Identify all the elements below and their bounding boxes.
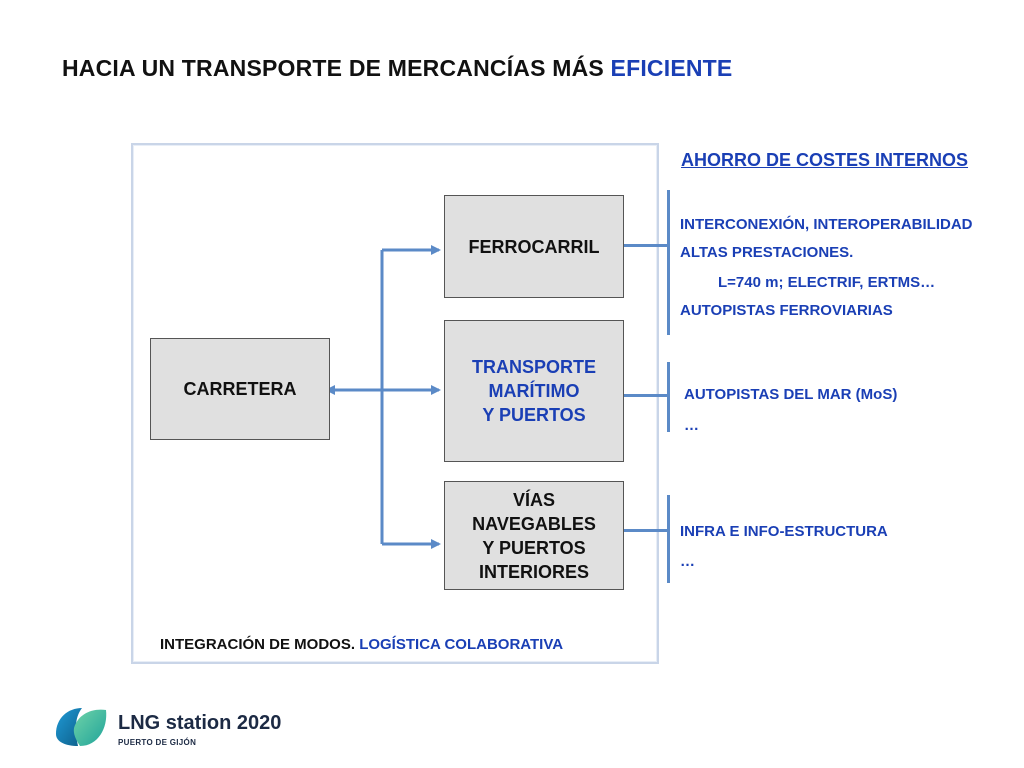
ferrocarril-bracket	[667, 190, 670, 335]
ferrocarril-label: FERROCARRIL	[468, 236, 600, 257]
title-accent: EFICIENTE	[610, 55, 733, 81]
maritimo-connector	[624, 394, 670, 397]
vias-line-1: VÍAS	[512, 489, 555, 510]
maritimo-benefit-1: AUTOPISTAS DEL MAR (MoS)	[684, 386, 898, 403]
ferrocarril-box	[444, 195, 624, 298]
vias-line-4: INTERIORES	[478, 561, 589, 582]
vias-connector	[624, 529, 670, 532]
benefits-heading: AHORRO DE COSTES INTERNOS	[681, 150, 969, 170]
ferrocarril-benefit-2: ALTAS PRESTACIONES.	[680, 244, 854, 261]
vias-benefit-1: INFRA E INFO-ESTRUCTURA	[680, 523, 888, 540]
maritimo-line-2: MARÍTIMO	[488, 381, 580, 401]
ferrocarril-connector	[624, 244, 670, 247]
title-main: HACIA UN TRANSPORTE DE MERCANCÍAS MÁS	[62, 55, 611, 81]
logo-subtitle: PUERTO DE GIJÓN	[118, 738, 197, 747]
maritimo-line-3: Y PUERTOS	[482, 405, 586, 425]
vias-bracket	[667, 495, 670, 583]
integration-footer	[160, 636, 563, 653]
footer-accent: LOGÍSTICA COLABORATIVA	[359, 636, 564, 653]
footer-main: INTEGRACIÓN DE MODOS.	[160, 636, 360, 653]
logo-name: LNG station 2020	[118, 712, 282, 734]
maritimo-box	[444, 320, 624, 462]
ferrocarril-benefit-3: L=740 m; ELECTRIF, ERTMS…	[718, 274, 936, 291]
vias-box	[444, 481, 624, 590]
ferrocarril-benefit-1: INTERCONEXIÓN, INTEROPERABILIDAD	[680, 216, 973, 233]
ferrocarril-benefit-4: AUTOPISTAS FERROVIARIAS	[680, 302, 893, 319]
vias-benefit-2: …	[680, 553, 695, 570]
carretera-label: CARRETERA	[183, 379, 297, 399]
vias-line-2: NAVEGABLES	[472, 513, 596, 534]
vias-line-3: Y PUERTOS	[482, 537, 586, 558]
maritimo-bracket	[667, 362, 670, 432]
maritimo-benefit-2: …	[684, 417, 699, 434]
lng-logo-icon	[52, 704, 110, 750]
carretera-box	[150, 338, 330, 440]
maritimo-line-1: TRANSPORTE	[471, 357, 596, 377]
